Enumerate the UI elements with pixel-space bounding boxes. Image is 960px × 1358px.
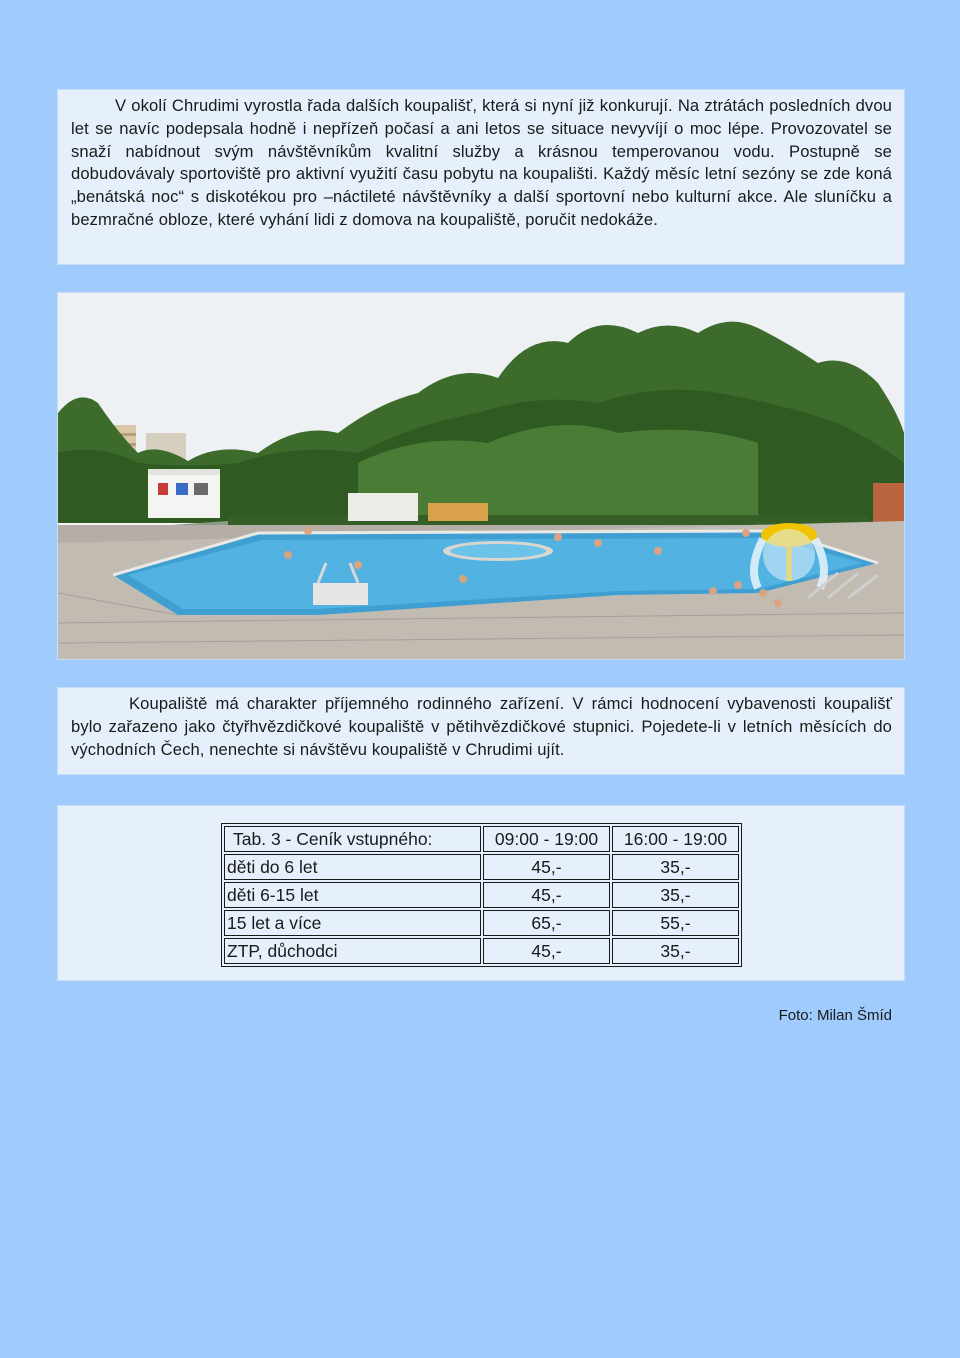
intro-paragraph: V okolí Chrudimi vyrostla řada dalších koupališť, která si nyní již konkurují. Na ztrátách posledních dvou let se navíc podepsala hodně i nepřízeň počasí a ani letos se situace nevyvíjí o moc lépe. Provozovatel se snaží nabídnout svým návštěvníkům kvalitní služby a krásnou temperovanou vodu. Postupně se dobudovávaly sportoviště pro aktivní využití času pobytu na koupališti. Každý měsíc letní sezóny se zde koná „benátská noc“ s diskotékou pro –náctileté návštěvníky a další sportovní nebo kulturní akce. Ale sluníčku a bezmračné obloze, které vyhání lidi z domova na koupaliště, poručit nedokáže. <box>71 96 892 229</box>
price-table <box>221 823 742 967</box>
table-cell-price: 45,- <box>483 938 610 964</box>
table-caption-cell: Tab. 3 - Ceník vstupného: <box>224 826 481 852</box>
table-cell-price: 65,- <box>483 910 610 936</box>
table-cell-price: 35,- <box>612 854 739 880</box>
table-cell-category: děti 6-15 let <box>224 882 481 908</box>
table-row <box>224 938 739 964</box>
closing-paragraph: Koupaliště má charakter příjemného rodinného zařízení. V rámci hodnocení vybavenosti koupališť bylo zařazeno jako čtyřhvězdičkové koupaliště v pětihvězdičkové stupnici. Pojedete-li v letních měsících do východních Čech, nenechte si návštěvu koupaliště v Chrudimi ujít. <box>71 694 892 759</box>
photo-credit: Foto: Milan Šmíd <box>778 1007 892 1024</box>
closing-text-box <box>57 687 905 775</box>
table-row <box>224 854 739 880</box>
table-cell-price: 45,- <box>483 882 610 908</box>
swimming-pool-photo <box>57 292 905 660</box>
table-header-time-1: 09:00 - 19:00 <box>483 826 610 852</box>
pool-illustration <box>58 293 904 659</box>
table-row <box>224 882 739 908</box>
table-cell-category: ZTP, důchodci <box>224 938 481 964</box>
table-header-time-2: 16:00 - 19:00 <box>612 826 739 852</box>
table-cell-price: 45,- <box>483 854 610 880</box>
price-table-box <box>57 805 905 981</box>
table-cell-price: 35,- <box>612 938 739 964</box>
table-cell-category: 15 let a více <box>224 910 481 936</box>
table-header-row <box>224 826 739 852</box>
intro-text-box <box>57 89 905 265</box>
table-cell-price: 35,- <box>612 882 739 908</box>
table-row <box>224 910 739 936</box>
table-cell-category: děti do 6 let <box>224 854 481 880</box>
table-cell-price: 55,- <box>612 910 739 936</box>
